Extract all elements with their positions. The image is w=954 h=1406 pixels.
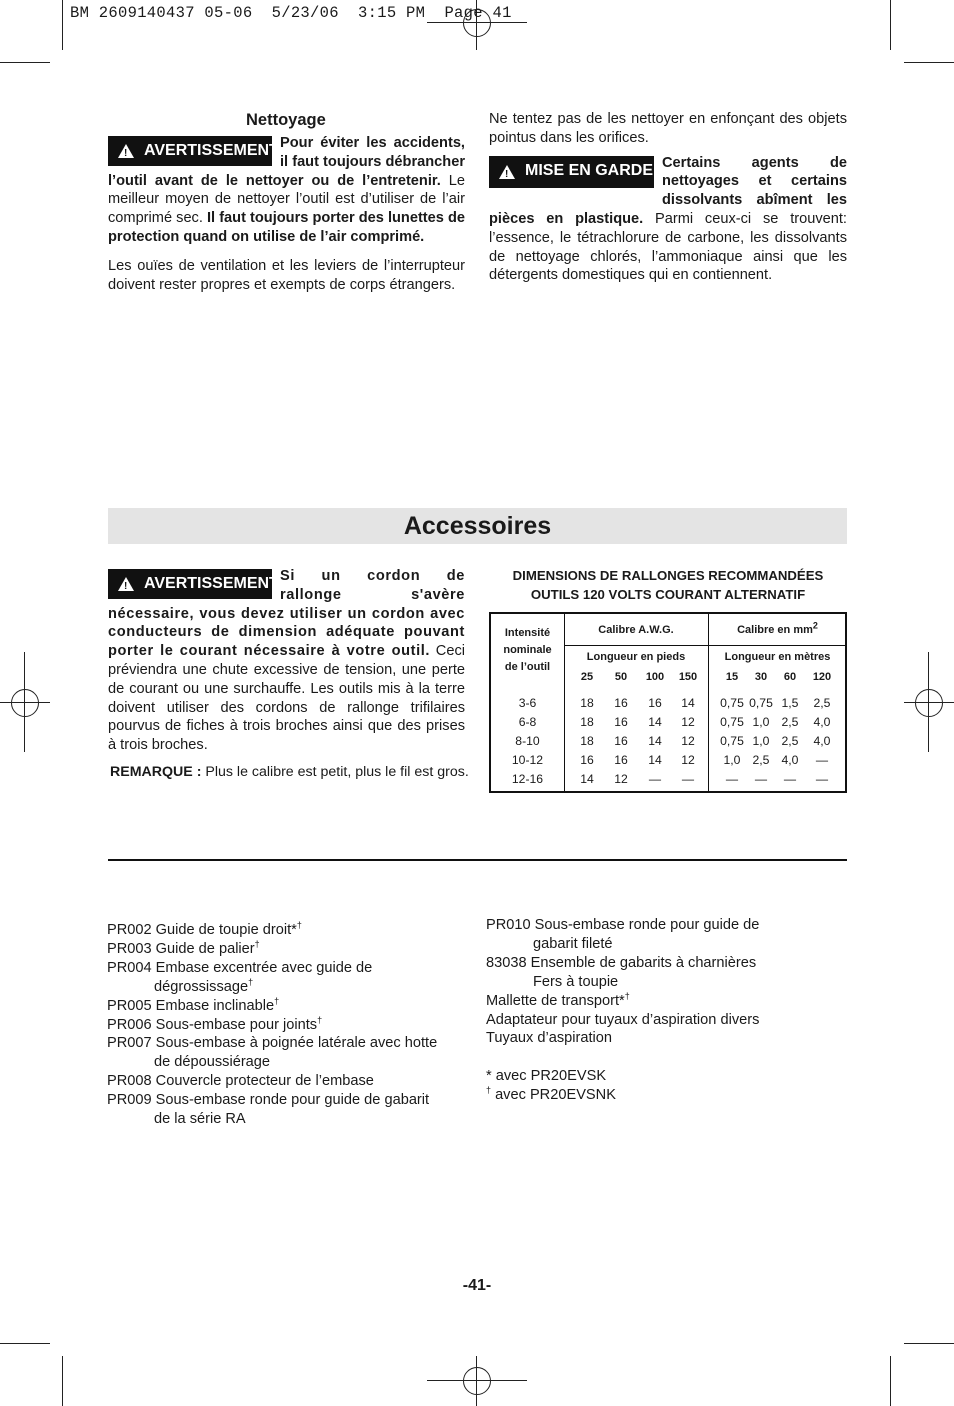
nettoyage-right-column <box>489 110 847 285</box>
table-cell: 18 <box>580 696 594 710</box>
table-cell: 8-10 <box>515 734 540 748</box>
table-title-line-1: DIMENSIONS DE RALLONGES RECOMMANDÉES <box>512 568 824 583</box>
table-cell: 18 <box>580 715 594 729</box>
table-cell: 2,5 <box>781 715 799 729</box>
section-title-accessoires: Accessoires <box>108 508 847 544</box>
table-cell: 0,75 <box>720 696 744 710</box>
list-item: 83038 Ensemble de gabarits à charnières <box>486 954 757 971</box>
extension-cord-table <box>489 612 847 793</box>
caution-badge <box>489 156 654 188</box>
mm-60-column <box>777 694 803 789</box>
nettoyage-warning-block <box>108 134 465 294</box>
table-cell: 14 <box>648 734 662 748</box>
crop-mark <box>62 0 63 50</box>
feet-length-150: 150 <box>678 671 698 683</box>
table-cell: 4,0 <box>813 734 831 748</box>
table-cell: 6-8 <box>518 715 537 729</box>
registration-mark-icon <box>463 1367 491 1395</box>
orifices-paragraph: Ne tentez pas de les nettoyer en enfonçant des objets pointus dans les orifices. <box>489 111 847 146</box>
section-divider <box>108 859 847 861</box>
meter-length-60: 60 <box>783 671 797 683</box>
warning-label: AVERTISSEMENT <box>144 141 279 159</box>
ventilation-paragraph: Les ouïes de ventilation et les leviers de l’interrupteur doivent rester propres et exempts de corps étrangers. <box>108 257 465 293</box>
list-item: PR010 Sous-embase ronde pour guide de <box>486 917 760 933</box>
footnote-dagger: † avec PR20EVSNK <box>486 1085 616 1104</box>
caution-text <box>489 154 847 286</box>
list-item: PR009 Sous-embase ronde pour guide de gabarit <box>107 1092 430 1109</box>
table-cell: 16 <box>614 715 628 729</box>
list-item: Adaptateur pour tuyaux d’aspiration divers <box>486 1011 760 1028</box>
table-cell: 14 <box>681 696 695 710</box>
list-item: Tuyaux d’aspiration <box>486 1030 613 1047</box>
crop-mark <box>904 1343 954 1344</box>
warning-normal-text: Le meilleur moyen de nettoyer l’outil est d’utiliser de l’air comprimé sec. <box>108 172 465 227</box>
awg-50-column <box>609 694 633 789</box>
table-cell: 16 <box>614 696 628 710</box>
table-cell: 12 <box>681 753 695 767</box>
warning-triangle-icon <box>499 165 515 179</box>
warning-bold-text-2: Il faut toujours porter des lunettes de protection quand on utilise de l’air comprimé. <box>108 210 466 245</box>
table-cell: 2,5 <box>781 734 799 748</box>
awg-150-column <box>674 694 702 789</box>
table-cell: 0,75 <box>749 696 773 710</box>
list-item: PR008 Couvercle protecteur de l’embase <box>107 1073 374 1090</box>
list-item: PR006 Sous-embase pour joints† <box>107 1014 323 1033</box>
warning-badge <box>108 136 279 166</box>
table-cell: — <box>725 772 739 786</box>
list-item: PR005 Embase inclinable† <box>107 995 280 1014</box>
crop-mark <box>62 1356 63 1406</box>
page-number: -41- <box>462 1277 492 1294</box>
remark-text: Plus le calibre est petit, plus le fil est gros. <box>201 764 469 780</box>
warning-badge <box>108 569 279 599</box>
awg-100-column <box>641 694 669 789</box>
awg-25-column <box>575 694 599 789</box>
crop-mark <box>890 0 891 50</box>
remark <box>110 764 469 780</box>
caution-bold-text: Certains agents de nettoyages et certains dissolvants abîment les pièces en plastique. <box>489 154 847 227</box>
accessory-list-left <box>107 921 467 1129</box>
table-cell: 16 <box>648 696 662 710</box>
list-item: PR004 Embase excentrée avec guide de <box>107 959 373 976</box>
table-cell: — <box>783 772 797 786</box>
table-cell: — <box>815 772 829 786</box>
table-cell: 16 <box>614 734 628 748</box>
crop-mark <box>0 1343 50 1344</box>
table-cell: — <box>648 772 662 786</box>
feet-header: Longueur en pieds <box>586 651 686 663</box>
table-cell: 0,75 <box>720 734 744 748</box>
accessoires-warning-block <box>108 567 465 755</box>
table-cell: 12 <box>681 734 695 748</box>
feet-length-50: 50 <box>614 671 628 683</box>
table-cell: 14 <box>648 753 662 767</box>
caution-normal-text: Parmi ceux-ci se trouvent: l’essence, le tétrachlorure de carbone, les dissolvants de nettoyage chlorés, l’ammoniaque ainsi que les détergents domestiques qui en contiennent. <box>489 210 847 284</box>
table-cell: 10-12 <box>511 753 544 767</box>
list-item: PR002 Guide de toupie droit*† <box>107 920 302 938</box>
section-title-nettoyage: Nettoyage <box>246 111 326 129</box>
table-cell: 4,0 <box>781 753 799 767</box>
registration-mark-icon <box>915 689 943 717</box>
table-title-line-2: OUTILS 120 VOLTS COURANT ALTERNATIF <box>530 587 806 602</box>
warning-triangle-icon <box>118 144 134 158</box>
table-cell: 16 <box>614 753 628 767</box>
table-cell: 3-6 <box>518 696 537 710</box>
warning-bold-text: Si un cordon de rallonge s'avère nécessaire, vous devez utiliser un cordon avec conducteurs de dimension adéquate pouvant porter le courant nécessaire à votre outil. <box>108 568 465 660</box>
list-item: de dépoussiérage <box>154 1054 271 1071</box>
accessoires-warning-text <box>108 567 465 755</box>
table-title <box>489 566 847 604</box>
feet-length-25: 25 <box>580 671 594 683</box>
table-cell: 1,0 <box>723 753 741 767</box>
list-item: gabarit fileté <box>533 935 613 952</box>
list-item: de la série RA <box>154 1111 246 1128</box>
table-cell: — <box>681 772 695 786</box>
mm-header: Calibre en $mm^2$ <box>737 620 818 636</box>
table-cell: — <box>815 753 829 767</box>
meter-length-15: 15 <box>725 671 739 683</box>
warning-normal-text: Ceci préviendra une chute excessive de tension, une perte de courant ou une surchauffe. Les outils mis à la terre doivent utiliser des cordons de rallonge trifilaires pourvus de fiches à trois broches ainsi que des prises à trois broches. <box>108 643 465 754</box>
remark-label: REMARQUE : <box>110 764 202 780</box>
feet-length-100: 100 <box>645 671 665 683</box>
amps-column <box>491 694 564 789</box>
table-cell: 12 <box>614 772 628 786</box>
crop-mark <box>890 1356 891 1406</box>
mm-15-column <box>717 694 747 789</box>
accessory-list-right <box>486 916 847 1105</box>
table-cell: 2,5 <box>752 753 770 767</box>
table-cell: 16 <box>580 753 594 767</box>
list-item: PR007 Sous-embase à poignée latérale avec hotte <box>107 1035 438 1052</box>
crop-mark <box>0 62 50 63</box>
table-cell: 1,0 <box>752 715 770 729</box>
table-cell: 2,5 <box>813 696 831 710</box>
meter-length-30: 30 <box>754 671 768 683</box>
table-cell: 12 <box>681 715 695 729</box>
caution-label: MISE EN GARDE <box>525 162 654 180</box>
table-cell: 14 <box>580 772 594 786</box>
meter-length-120: 120 <box>812 671 832 683</box>
table-cell: 1,0 <box>752 734 770 748</box>
list-item: PR003 Guide de palier† <box>107 939 260 957</box>
meters-header: Longueur en mètres <box>724 651 831 663</box>
crop-mark <box>904 62 954 63</box>
table-cell: — <box>754 772 768 786</box>
mm-120-column <box>807 694 837 789</box>
table-cell: 4,0 <box>813 715 831 729</box>
table-cell: 12-16 <box>511 772 544 786</box>
mm-30-column <box>746 694 776 789</box>
table-cell: 1,5 <box>781 696 799 710</box>
table-cell: 0,75 <box>720 715 744 729</box>
warning-bold-text: Pour éviter les accidents, il faut toujours débrancher l’outil avant de le nettoyer ou de l’entretenir. <box>108 135 465 189</box>
nettoyage-warning-text <box>108 134 465 247</box>
list-item: Mallette de transport*† <box>486 990 630 1009</box>
print-header: BM 2609140437 05-06 5/23/06 3:15 PM Page 41 <box>70 4 512 22</box>
registration-mark-icon <box>11 689 39 717</box>
amperage-header: Intensité nominale de l’outil <box>503 627 552 673</box>
footnote-star: * avec PR20EVSK <box>486 1068 607 1085</box>
list-item: dégrossissage† <box>154 976 254 995</box>
warning-label: AVERTISSEMENT <box>144 574 279 592</box>
list-item: Fers à toupie <box>533 973 619 990</box>
awg-header: Calibre A.W.G. <box>598 624 674 636</box>
warning-triangle-icon <box>118 577 134 591</box>
table-cell: 14 <box>648 715 662 729</box>
table-cell: 18 <box>580 734 594 748</box>
